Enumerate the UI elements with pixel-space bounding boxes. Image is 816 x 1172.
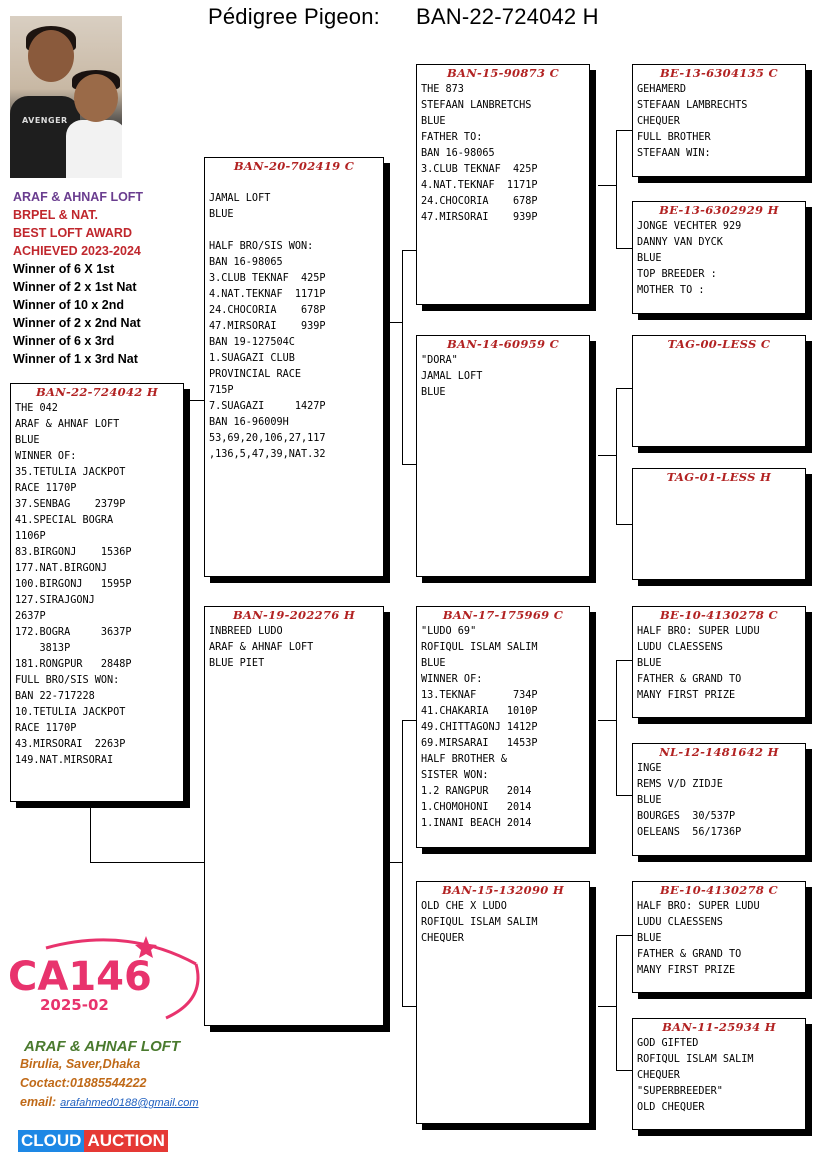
connector-line xyxy=(402,250,416,251)
detail-line: 181.RONGPUR 2848P xyxy=(15,659,132,670)
detail-line: HALF BROTHER & xyxy=(421,754,507,765)
detail-line: BLUE PIET xyxy=(209,658,265,669)
detail-line: MANY FIRST PRIZE xyxy=(637,965,736,976)
detail-line: 1.INANI BEACH 2014 xyxy=(421,818,532,829)
ring-number: BAN-14-60959 C xyxy=(446,337,560,351)
pedigree-box-sire-dam xyxy=(416,335,590,577)
ring-number: BAN-15-132090 H xyxy=(441,883,565,897)
detail-line: HALF BRO: SUPER LUDU xyxy=(637,901,760,912)
logo-swoosh-right xyxy=(166,964,198,1018)
detail-line: 3.CLUB TEKNAF 425P xyxy=(421,164,538,175)
winner-line: Winner of 2 x 2nd Nat xyxy=(13,316,141,330)
detail-line: STEFAAN LANBRETCHS xyxy=(421,100,532,111)
contact-block xyxy=(20,1038,199,1113)
detail-line: 2637P xyxy=(15,611,46,622)
pigeon-details xyxy=(417,353,589,401)
connector-line xyxy=(598,1006,616,1007)
connector-line xyxy=(184,400,204,401)
detail-line: BLUE xyxy=(15,435,40,446)
detail-line: CHEQUER xyxy=(637,116,680,127)
detail-line: "SUPERBREEDER" xyxy=(637,1086,723,1097)
cloud-auction-brand xyxy=(18,1130,168,1152)
detail-line: 1106P xyxy=(15,531,46,542)
detail-line: BAN 16-98065 xyxy=(209,257,283,268)
detail-line: "DORA" xyxy=(421,355,458,366)
detail-line: RACE 1170P xyxy=(15,723,77,734)
detail-line: SISTER WON: xyxy=(421,770,489,781)
connector-line xyxy=(402,464,416,465)
detail-line: RACE 1170P xyxy=(15,483,77,494)
pedigree-box-sire-sire xyxy=(416,64,590,305)
auction-logo xyxy=(6,930,206,1030)
detail-line: DANNY VAN DYCK xyxy=(637,237,723,248)
ring-number: BE-10-4130278 C xyxy=(660,883,778,897)
detail-line: 37.SENBAG 2379P xyxy=(15,499,126,510)
detail-line: ARAF & AHNAF LOFT xyxy=(209,642,314,653)
detail-line: BAN 22-717228 xyxy=(15,691,95,702)
detail-line: WINNER OF: xyxy=(15,451,77,462)
detail-line: BLUE xyxy=(637,933,662,944)
pedigree-box-dsd xyxy=(632,743,806,856)
detail-line: 7.SUAGAZI 1427P xyxy=(209,401,326,412)
ring-number: NL-12-1481642 H xyxy=(659,745,779,759)
connector-line xyxy=(616,248,632,249)
detail-line: CHEQUER xyxy=(637,1070,680,1081)
detail-line: WINNER OF: xyxy=(421,674,483,685)
detail-line: BLUE xyxy=(209,209,234,220)
pedigree-box-sss xyxy=(632,64,806,177)
detail-line: HALF BRO/SIS WON: xyxy=(209,241,314,252)
detail-line: ARAF & AHNAF LOFT xyxy=(15,419,120,430)
pigeon-details xyxy=(633,624,805,704)
pigeon-details xyxy=(633,761,805,841)
ring-number: BAN-20-702419 C xyxy=(233,159,355,173)
connector-line xyxy=(598,185,616,186)
title-label: Pédigree Pigeon: xyxy=(208,4,380,29)
pigeon-details xyxy=(205,624,383,672)
detail-line: LUDU CLAESSENS xyxy=(637,642,723,653)
detail-line: 715P xyxy=(209,385,234,396)
pigeon-details xyxy=(417,624,589,832)
detail-line: 1.CHOMOHONI 2014 xyxy=(421,802,532,813)
detail-line: STEFAAN WIN: xyxy=(637,148,711,159)
detail-line: JAMAL LOFT xyxy=(209,193,271,204)
detail-line: "LUDO 69" xyxy=(421,626,477,637)
detail-line: 3813P xyxy=(15,643,71,654)
detail-line: 4.NAT.TEKNAF 1171P xyxy=(209,289,326,300)
detail-line: INGE xyxy=(637,763,662,774)
connector-line xyxy=(616,524,632,525)
pigeon-details xyxy=(417,82,589,226)
detail-line: 10.TETULIA JACKPOT xyxy=(15,707,126,718)
awards-block xyxy=(13,188,143,368)
detail-line: THE 042 xyxy=(15,403,58,414)
detail-line: LUDU CLAESSENS xyxy=(637,917,723,928)
connector-line xyxy=(616,795,632,796)
page-title xyxy=(208,4,599,30)
pigeon-details xyxy=(11,401,183,769)
detail-line: 41.CHAKARIA 1010P xyxy=(421,706,538,717)
pedigree-box-sds xyxy=(632,335,806,447)
ring-number: BE-13-6302929 H xyxy=(659,203,779,217)
pedigree-box-dss xyxy=(632,606,806,718)
detail-line: BAN 16-96009H xyxy=(209,417,289,428)
connector-line xyxy=(402,1006,416,1007)
pedigree-box-sdd xyxy=(632,468,806,580)
detail-line: CHEQUER xyxy=(421,933,464,944)
detail-line: ROFIQUL ISLAM SALIM xyxy=(637,1054,754,1065)
connector-line xyxy=(384,862,402,863)
detail-line: ROFIQUL ISLAM SALIM xyxy=(421,642,538,653)
connector-line xyxy=(616,388,632,389)
detail-line: GOD GIFTED xyxy=(637,1038,699,1049)
detail-line: 1.SUAGAZI CLUB xyxy=(209,353,295,364)
detail-line: 41.SPECIAL BOGRA xyxy=(15,515,114,526)
connector-line xyxy=(402,720,416,721)
detail-line: 13.TEKNAF 734P xyxy=(421,690,538,701)
contact-address: Birulia, Saver,Dhaka xyxy=(20,1057,141,1071)
connector-line xyxy=(616,130,617,248)
detail-line: 4.NAT.TEKNAF 1171P xyxy=(421,180,538,191)
detail-line xyxy=(209,223,379,239)
detail-line: FATHER & GRAND TO xyxy=(637,949,742,960)
connector-line xyxy=(90,862,204,863)
ring-number: BAN-17-175969 C xyxy=(442,608,564,622)
title-ring: BAN-22-724042 H xyxy=(416,4,599,29)
detail-line: 24.CHOCORIA 678P xyxy=(209,305,326,316)
award-line: ACHIEVED 2023-2024 xyxy=(13,244,141,258)
contact-phone: Coctact:01885544222 xyxy=(20,1076,147,1090)
loft-photo xyxy=(10,16,122,178)
detail-line: FATHER TO: xyxy=(421,132,483,143)
detail-line: FULL BROTHER xyxy=(637,132,711,143)
ring-number: BAN-22-724042 H xyxy=(35,385,159,399)
detail-line: THE 873 xyxy=(421,84,464,95)
connector-line xyxy=(616,130,632,131)
email-link[interactable]: arafahmed0188@gmail.com xyxy=(60,1097,199,1109)
detail-line: 43.MIRSORAI 2263P xyxy=(15,739,126,750)
detail-line: 24.CHOCORIA 678P xyxy=(421,196,538,207)
detail-line: BOURGES 30/537P xyxy=(637,811,736,822)
detail-line: 69.MIRSARAI 1453P xyxy=(421,738,538,749)
connector-line xyxy=(616,660,617,795)
detail-line: OLD CHE X LUDO xyxy=(421,901,507,912)
connector-line xyxy=(402,720,403,1006)
connector-line xyxy=(598,720,616,721)
detail-line: 3.CLUB TEKNAF 425P xyxy=(209,273,326,284)
connector-line xyxy=(616,935,617,1070)
ring-number: BE-13-6304135 C xyxy=(660,66,778,80)
logo-text: CA146 xyxy=(8,954,152,1000)
award-line: BRPEL & NAT. xyxy=(13,208,98,222)
detail-line: 53,69,20,106,27,117 xyxy=(209,433,326,444)
detail-line: BLUE xyxy=(637,658,662,669)
pedigree-box-dam-dam xyxy=(416,881,590,1124)
detail-line: MOTHER TO : xyxy=(637,285,705,296)
connector-line xyxy=(616,1070,632,1071)
detail-line: ,136,5,47,39,NAT.32 xyxy=(209,449,326,460)
detail-line: BLUE xyxy=(421,658,446,669)
detail-line: 1.2 RANGPUR 2014 xyxy=(421,786,532,797)
pedigree-box-ddd xyxy=(632,1018,806,1130)
logo-subtext: 2025-02 xyxy=(40,996,109,1014)
pedigree-box-dam xyxy=(204,606,384,1026)
brand-part-auction: AUCTION xyxy=(84,1130,167,1152)
detail-line: BAN 19-127504C xyxy=(209,337,295,348)
awards-loft: ARAF & AHNAF LOFT xyxy=(13,190,144,204)
detail-line: 83.BIRGONJ 1536P xyxy=(15,547,132,558)
ring-number: TAG-01-LESS H xyxy=(666,470,772,484)
pigeon-details xyxy=(633,1036,805,1116)
detail-line: BLUE xyxy=(637,253,662,264)
brand-part-cloud: CLOUD xyxy=(18,1130,84,1152)
detail-line: 127.SIRAJGONJ xyxy=(15,595,95,606)
pedigree-box-sire xyxy=(204,157,384,577)
detail-line: HALF BRO: SUPER LUDU xyxy=(637,626,760,637)
pedigree-box-main xyxy=(10,383,184,802)
detail-line: OELEANS 56/1736P xyxy=(637,827,742,838)
ring-number: BE-10-4130278 C xyxy=(660,608,778,622)
ring-number: BAN-15-90873 C xyxy=(446,66,560,80)
ring-number: BAN-11-25934 H xyxy=(662,1020,776,1034)
winner-line: Winner of 10 x 2nd xyxy=(13,298,125,312)
detail-line: STEFAAN LAMBRECHTS xyxy=(637,100,748,111)
winner-line: Winner of 1 x 3rd Nat xyxy=(13,352,138,366)
detail-line: 35.TETULIA JACKPOT xyxy=(15,467,126,478)
detail-line: TOP BREEDER : xyxy=(637,269,717,280)
detail-line: 177.NAT.BIRGONJ xyxy=(15,563,108,574)
connector-line xyxy=(384,322,402,323)
pigeon-details xyxy=(633,82,805,162)
connector-line xyxy=(598,455,616,456)
pedigree-box-ssd xyxy=(632,201,806,314)
connector-line xyxy=(616,660,632,661)
ring-number: TAG-00-LESS C xyxy=(667,337,771,351)
winner-line: Winner of 2 x 1st Nat xyxy=(13,280,137,294)
award-line: BEST LOFT AWARD xyxy=(13,226,132,240)
detail-line: 172.BOGRA 3637P xyxy=(15,627,132,638)
connector-line xyxy=(402,250,403,464)
detail-line: INBREED LUDO xyxy=(209,626,283,637)
detail-line: REMS V/D ZIDJE xyxy=(637,779,723,790)
pigeon-details xyxy=(633,219,805,299)
detail-line: FATHER & GRAND TO xyxy=(637,674,742,685)
detail-line: 47.MIRSORAI 939P xyxy=(421,212,538,223)
contact-name: ARAF & AHNAF LOFT xyxy=(24,1038,181,1055)
detail-line: 149.NAT.MIRSORAI xyxy=(15,755,114,766)
detail-line: 47.MIRSORAI 939P xyxy=(209,321,326,332)
detail-line: GEHAMERD xyxy=(637,84,687,95)
pigeon-details xyxy=(205,175,383,463)
detail-line: BAN 16-98065 xyxy=(421,148,495,159)
detail-line: BLUE xyxy=(421,387,446,398)
detail-line: JAMAL LOFT xyxy=(421,371,483,382)
ring-number: BAN-19-202276 H xyxy=(232,608,356,622)
detail-line: JONGE VECHTER 929 xyxy=(637,221,742,232)
detail-line: BLUE xyxy=(637,795,662,806)
connector-line xyxy=(90,802,91,862)
detail-line: FULL BRO/SIS WON: xyxy=(15,675,120,686)
detail-line: BLUE xyxy=(421,116,446,127)
detail-line: PROVINCIAL RACE xyxy=(209,369,302,380)
pigeon-details xyxy=(633,899,805,979)
email-label: email: xyxy=(20,1095,57,1109)
detail-line: 100.BIRGONJ 1595P xyxy=(15,579,132,590)
connector-line xyxy=(616,388,617,524)
winner-line: Winner of 6 x 3rd xyxy=(13,334,115,348)
detail-line xyxy=(209,175,379,191)
detail-line: ROFIQUL ISLAM SALIM xyxy=(421,917,538,928)
pigeon-details xyxy=(417,899,589,947)
shirt-print: AVENGER xyxy=(22,116,68,125)
pedigree-box-dam-sire xyxy=(416,606,590,848)
connector-line xyxy=(616,935,632,936)
winner-line: Winner of 6 X 1st xyxy=(13,262,115,276)
pedigree-box-dds xyxy=(632,881,806,993)
detail-line: OLD CHEQUER xyxy=(637,1102,705,1113)
detail-line: MANY FIRST PRIZE xyxy=(637,690,736,701)
detail-line: 49.CHITTAGONJ 1412P xyxy=(421,722,538,733)
